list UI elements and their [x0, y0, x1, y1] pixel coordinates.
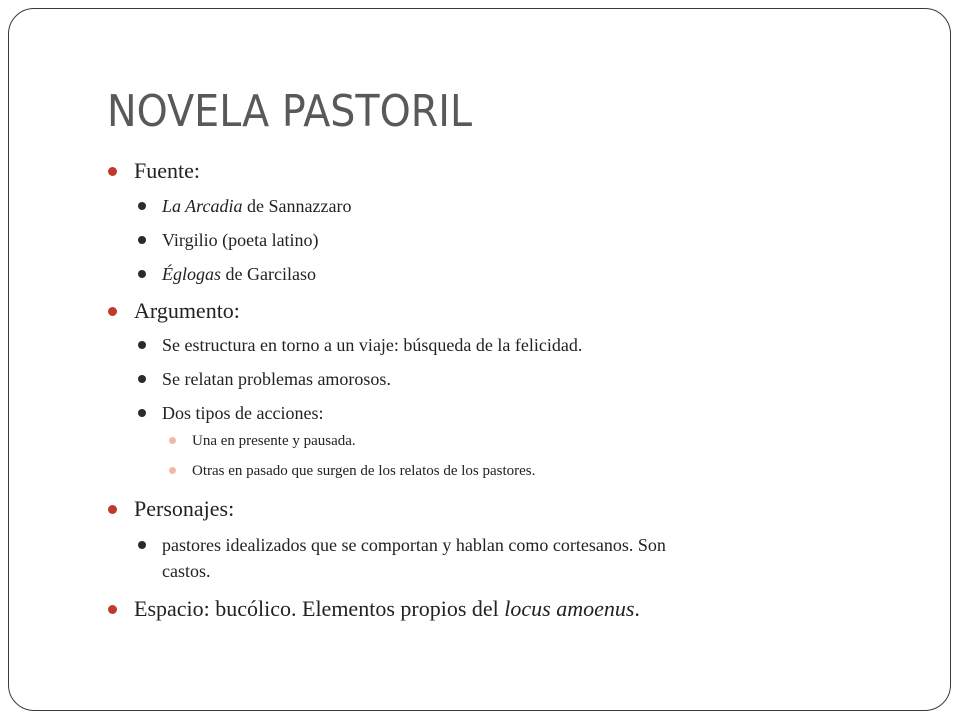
- bullet-arg3a: [169, 437, 176, 444]
- item-personajes: Personajes:: [134, 496, 235, 521]
- eglogas-title: Églogas: [162, 264, 222, 284]
- bullet-arg3: [138, 409, 146, 417]
- bullet-arg2: [138, 375, 146, 383]
- bullet-virgilio: [138, 236, 146, 244]
- bullet-arg1: [138, 341, 146, 349]
- bullet-arcadia: [138, 202, 146, 210]
- bullet-pers1: [138, 541, 146, 549]
- item-arcadia: La Arcadia de Sannazzaro: [162, 196, 352, 216]
- item-fuente: Fuente:: [134, 158, 200, 183]
- item-arg2: Se relatan problemas amorosos.: [162, 369, 391, 389]
- item-eglogas: Églogas de Garcilaso: [162, 264, 316, 284]
- bullet-espacio: [108, 605, 117, 614]
- item-espacio: Espacio: bucólico. Elementos propios del locus amoenus.: [134, 596, 640, 621]
- bullet-fuente: [108, 167, 117, 176]
- item-virgilio: Virgilio (poeta latino): [162, 230, 319, 250]
- bullet-argumento: [108, 307, 117, 316]
- item-argumento: Argumento:: [134, 298, 240, 323]
- bullet-personajes: [108, 505, 117, 514]
- item-pers1-line2: castos.: [162, 561, 211, 581]
- locus-amoenus: locus amoenus: [504, 596, 635, 621]
- bullet-arg3b: [169, 467, 176, 474]
- item-arg3: Dos tipos de acciones:: [162, 403, 324, 423]
- item-pers1-line1: pastores idealizados que se comportan y hablan como cortesanos. Son: [162, 535, 666, 555]
- arcadia-title: La Arcadia: [162, 196, 243, 216]
- item-arg3b: Otras en pasado que surgen de los relatos de los pastores.: [192, 463, 536, 479]
- bullet-eglogas: [138, 270, 146, 278]
- item-arg1: Se estructura en torno a un viaje: búsqueda de la felicidad.: [162, 335, 583, 355]
- item-arg3a: Una en presente y pausada.: [192, 433, 356, 449]
- slide-title: NOVELA PASTORIL: [107, 86, 473, 137]
